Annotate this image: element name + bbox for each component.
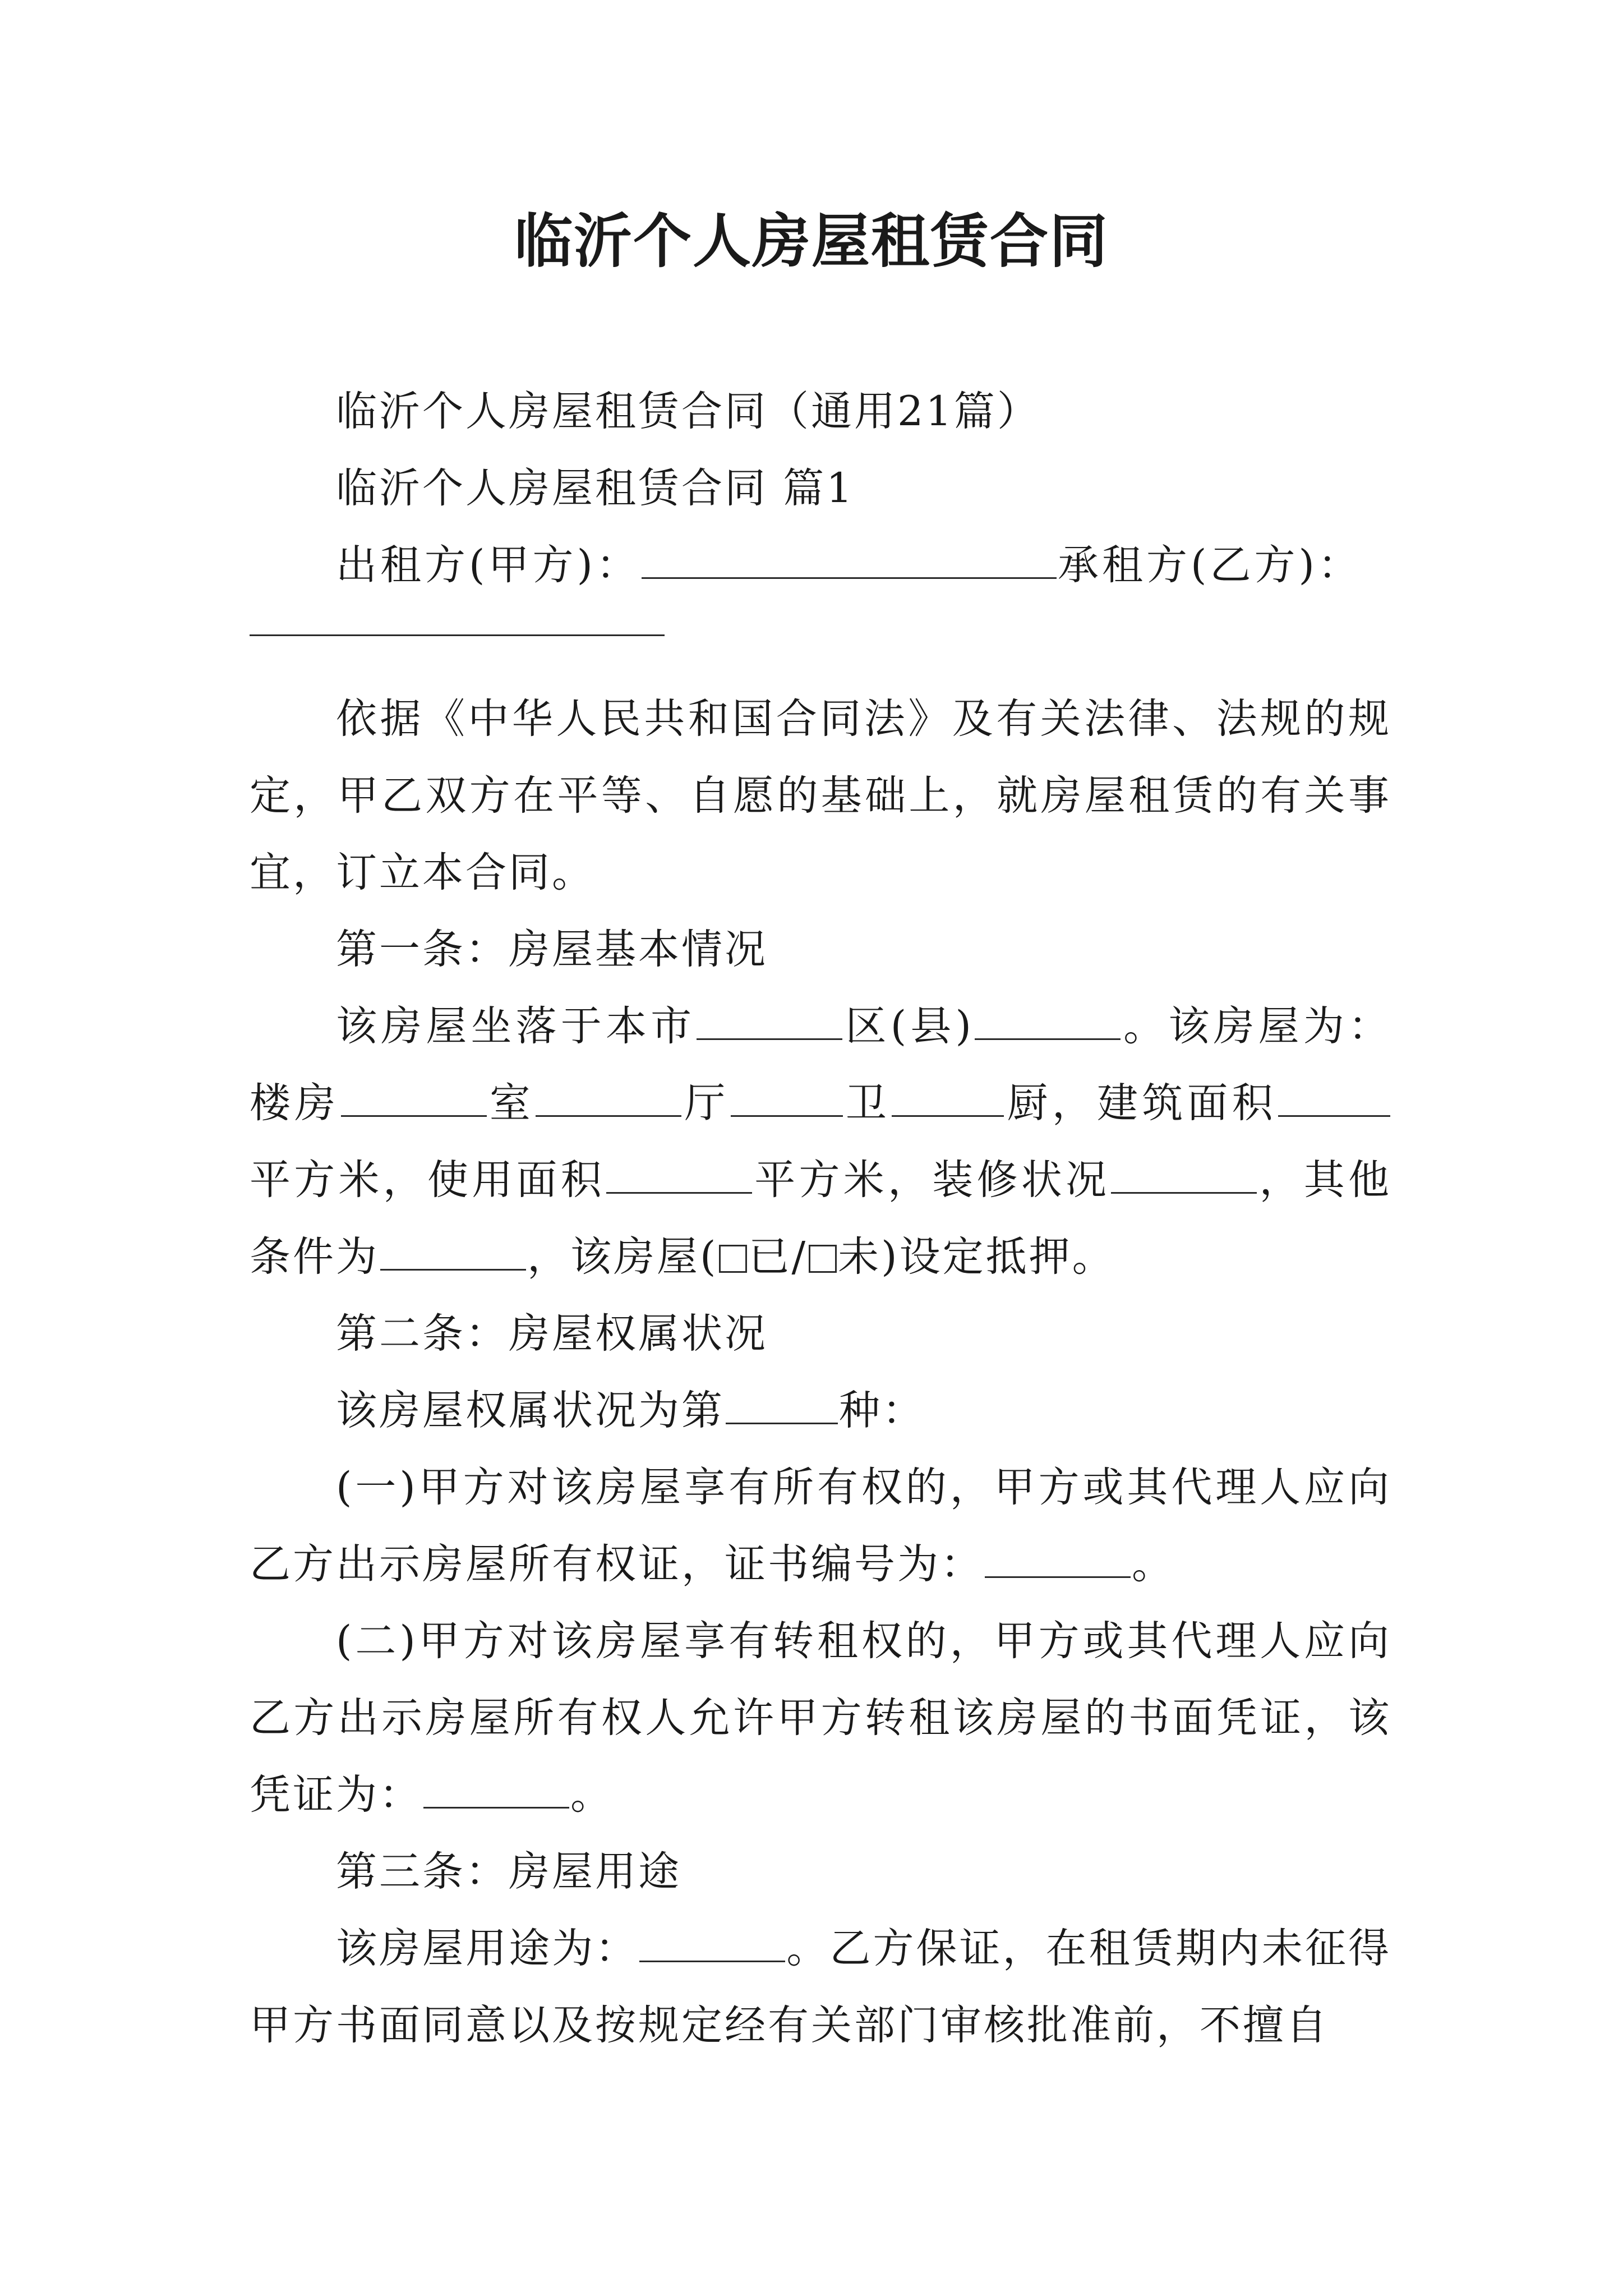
lessor-blank	[642, 544, 1057, 579]
kitchens-blank	[892, 1082, 1004, 1117]
article1-text-7: 厨，建筑面积	[1005, 1079, 1278, 1127]
document-subtitle: 临沂个人房屋租赁合同（通用21篇）	[336, 388, 1040, 435]
halls-blank	[536, 1082, 681, 1117]
mortgaged-checkbox	[719, 1245, 747, 1273]
article1-text-4: 室	[487, 1079, 535, 1127]
article1-text-3: 。该房屋为：楼房	[250, 1002, 1392, 1127]
article2-item2-end: 。	[570, 1771, 614, 1819]
section-heading: 临沂个人房屋租赁合同 篇1	[336, 464, 855, 512]
article2-item1-text: (一)甲方对该房屋享有所有权的，甲方或其代理人应向乙方出示房屋所有权证，证书编号为：	[250, 1464, 1391, 1588]
usage-blank	[639, 1927, 785, 1962]
other-conditions-blank	[380, 1235, 526, 1271]
article1-text-6: 卫	[843, 1079, 891, 1127]
article2-item1-end: 。	[1132, 1540, 1175, 1588]
bathrooms-blank	[731, 1082, 843, 1117]
lessee-blank	[250, 634, 665, 636]
article1-text-8: 平方米，使用面积	[250, 1156, 605, 1204]
article2-item2-text: (二)甲方对该房屋享有转租权的，甲方或其代理人应向乙方出示房屋所有权人允许甲方转租该房屋的书面凭证，该凭证为：	[250, 1617, 1391, 1819]
county-blank	[975, 1005, 1121, 1040]
article1-text-1: 该房屋坐落于本市	[336, 1002, 696, 1050]
article1-text-12: 已/	[748, 1233, 808, 1281]
parties-line	[250, 527, 1391, 604]
article3-text-2: 。乙方保证，在租赁期内未征得甲方书面同意以及按规定经有关部门审核批准前，不擅自	[250, 1925, 1392, 2049]
article1-paragraph	[250, 988, 1391, 1295]
article2-paragraph	[250, 1372, 1391, 1449]
ownership-type-blank	[726, 1389, 838, 1424]
article1-text-2: 区(县)	[843, 1002, 974, 1050]
district-blank	[697, 1005, 842, 1040]
article3-paragraph	[250, 1910, 1391, 2064]
article3-heading: 第三条：房屋用途	[336, 1848, 681, 1895]
lessee-label: 承租方(乙方)：	[1057, 541, 1362, 589]
article3-text-1: 该房屋用途为：	[336, 1925, 639, 1972]
lessor-label: 出租方(甲方)：	[336, 541, 640, 589]
article2-text-1: 该房屋权属状况为第	[336, 1387, 725, 1434]
article2-item1	[250, 1449, 1391, 1603]
article1-text-10: ，其他条件为	[250, 1156, 1391, 1281]
article2-heading: 第二条：房屋权属状况	[336, 1310, 768, 1358]
article1-text-13: 未)设定抵押。	[838, 1233, 1115, 1281]
document-body	[250, 373, 1391, 2064]
document-title: 临沂个人房屋租赁合同	[514, 206, 1109, 275]
article2-text-2: 种：	[839, 1387, 925, 1434]
article1-text-11: ，该房屋(	[527, 1233, 718, 1281]
article1-text-9: 平方米，装修状况	[753, 1156, 1110, 1204]
article1-text-5: 厅	[683, 1079, 730, 1127]
decoration-blank	[1111, 1158, 1257, 1194]
article2-item2	[250, 1603, 1391, 1833]
voucher-blank	[423, 1773, 569, 1809]
building-area-blank	[1278, 1082, 1390, 1117]
usable-area-blank	[606, 1158, 752, 1194]
lessee-blank-line	[250, 604, 1391, 680]
rooms-blank	[341, 1082, 487, 1117]
article1-heading: 第一条：房屋基本情况	[336, 926, 768, 973]
intro-paragraph: 依据《中华人民共和国合同法》及有关法律、法规的规定，甲乙双方在平等、自愿的基础上，就房屋租赁的有关事宜，订立本合同。	[250, 695, 1391, 896]
not-mortgaged-checkbox	[809, 1245, 837, 1273]
certificate-number-blank	[985, 1543, 1131, 1578]
